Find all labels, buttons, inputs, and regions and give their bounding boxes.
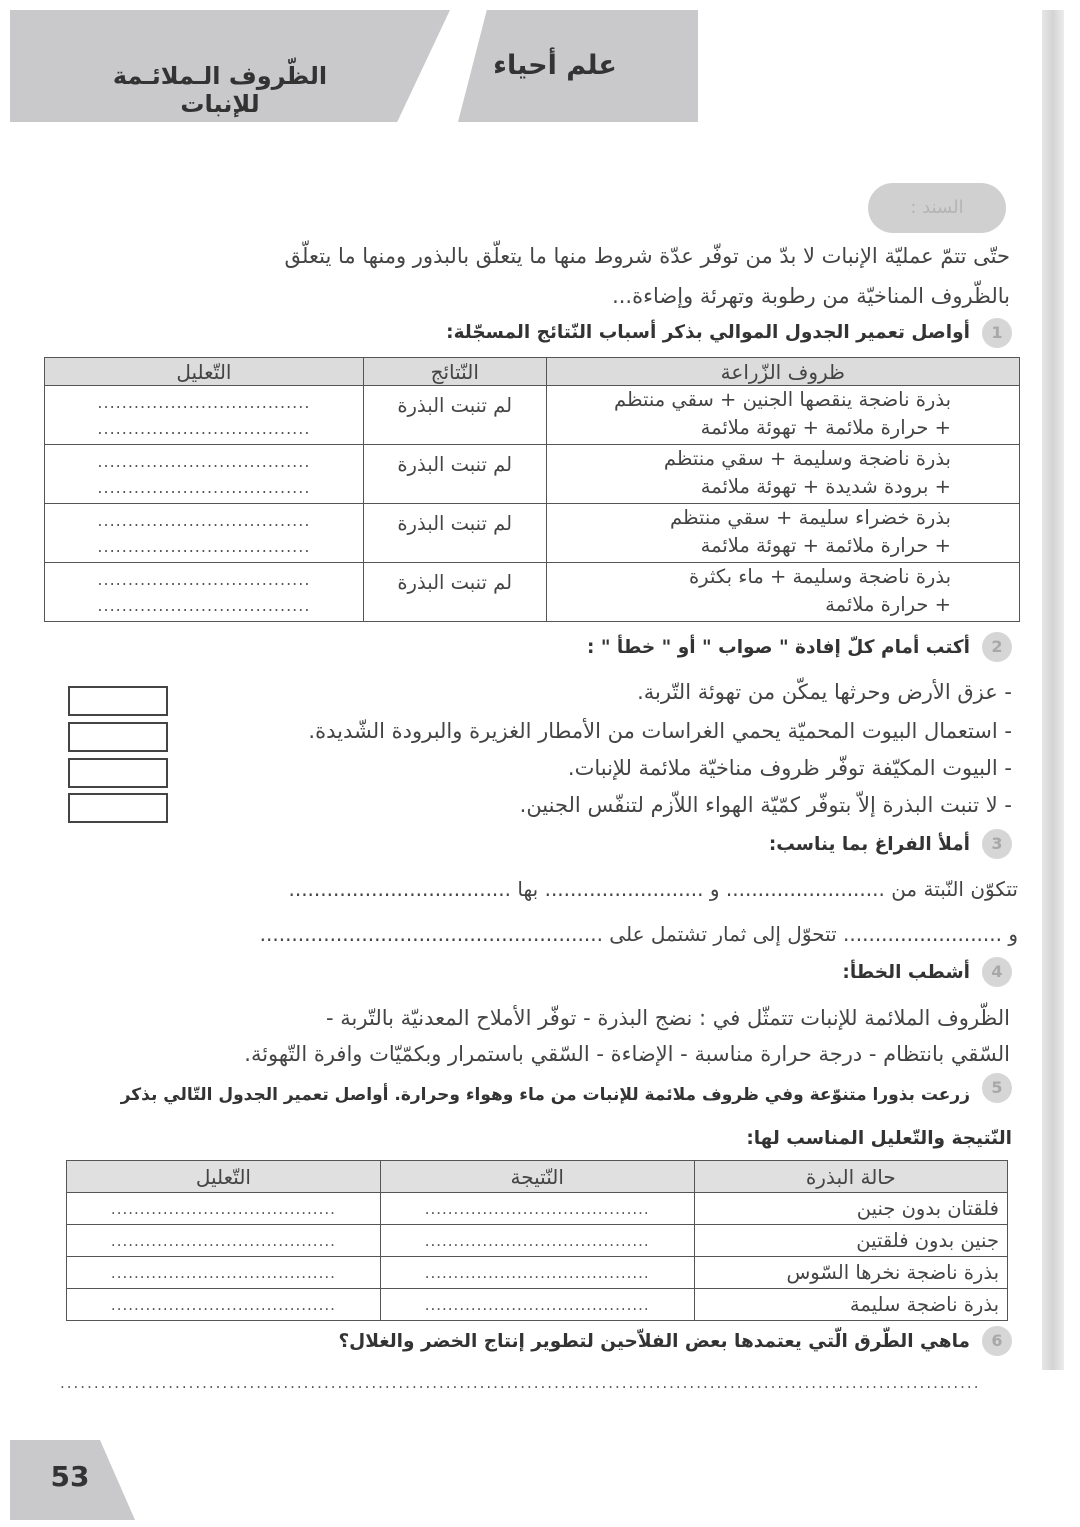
subject-label: علم أحياء [493,50,617,81]
answer-box-2[interactable] [68,722,168,752]
source-pill: السند : [868,183,1006,233]
result-answer-cell[interactable]: ....................................... [380,1193,694,1225]
question-number-1: 1 [982,318,1012,348]
table-row [67,1193,1008,1225]
header-seed-state: حالة البذرة [694,1161,1007,1193]
condition-cell [546,386,1019,445]
answer-dots: ................................... [97,452,311,471]
table-row [67,1289,1008,1321]
reason-answer-cell[interactable] [45,504,364,563]
result-answer-cell[interactable]: ....................................... [380,1257,694,1289]
question-number-5: 5 [982,1073,1012,1103]
answer-box-1[interactable] [68,686,168,716]
result-answer-cell[interactable]: ....................................... [380,1225,694,1257]
header-reason: التّعليل [67,1161,381,1193]
q1-instruction: أواصل تعمير الجدول الموالي بذكر أسباب النّتائج المسجّلة: [446,322,970,343]
statement-3: - البيوت المكيّفة توفّر ظروف مناخيّة ملائمة للإنبات. [567,756,1012,780]
question-number-4: 4 [982,957,1012,987]
result-cell: لم تنبت البذرة [363,563,546,622]
condition-line-2: + حرارة ملائمة [825,593,951,616]
header-conditions: ظروف الزّراعة [546,358,1019,386]
answer-dots: ................................... [97,537,311,556]
page-edge-strip [1042,10,1064,1370]
q5-instruction-line-1: زرعت بذورا متنوّعة وفي ظروف ملائمة للإنبات من ماء وهواء وحرارة. أواصل تعمير الجدول التّالي بذكر [120,1085,970,1105]
condition-line-1: بذرة ناضجة وسليمة + ماء بكثرة [688,565,951,588]
reason-answer-cell[interactable]: ....................................... [67,1257,381,1289]
condition-line-1: بذرة خضراء سليمة + سقي منتظم [670,506,951,529]
q5-instruction-line-2: النّتيجة والتّعليل المناسب لها: [746,1128,1012,1149]
question-number-2: 2 [982,632,1012,662]
table-row [45,445,1020,504]
result-cell: لم تنبت البذرة [363,445,546,504]
q3-instruction: أملأ الفراغ بما يناسب: [768,834,970,855]
table-header-row [45,358,1020,386]
answer-dots: ................................... [97,596,311,615]
condition-line-2: + برودة شديدة + تهوئة ملائمة [700,475,951,498]
seed-state-cell: بذرة ناضجة سليمة [694,1289,1007,1321]
fill-blank-line-1[interactable]: تتكوّن النّبتة من ......................... و ......................... بها ................................... [288,877,1018,901]
answer-box-4[interactable] [68,793,168,823]
condition-line-1: بذرة ناضجة ينقصها الجنين + سقي منتظم [613,388,951,411]
header-results: النّتائج [363,358,546,386]
strike-line-1[interactable]: الظّروف الملائمة للإنبات تتمثّل في : نضج البذرة - توفّر الأملاح المعدنيّة بالتّربة - [326,1006,1010,1030]
seed-state-table [66,1160,1008,1321]
reason-answer-cell[interactable] [45,563,364,622]
table-row [45,504,1020,563]
condition-cell [546,563,1019,622]
fill-blank-line-2[interactable]: و ......................... تتحوّل إلى ثمار تشتمل على ...................................................... [259,922,1018,946]
answer-dots: ................................... [97,511,311,530]
table-row [45,563,1020,622]
answer-dots: ................................... [97,419,311,438]
reason-answer-cell[interactable]: ....................................... [67,1193,381,1225]
question-number-3: 3 [982,829,1012,859]
reason-answer-cell[interactable]: ....................................... [67,1289,381,1321]
table-header-row [67,1161,1008,1193]
q2-instruction: أكتب أمام كلّ إفادة " صواب " أو " خطأ " : [587,637,970,658]
result-cell: لم تنبت البذرة [363,386,546,445]
statement-2: - استعمال البيوت المحميّة يحمي الغراسات من الأمطار الغزيرة والبرودة الشّديدة. [308,719,1012,743]
answer-dots: ................................... [97,393,311,412]
intro-line-1: حتّى تتمّ عمليّة الإنبات لا بدّ من توفّر عدّة شروط منها ما يتعلّق بالبذور ومنها ما يتعلّق [284,244,1010,268]
header-result: النّتيجة [380,1161,694,1193]
condition-line-2: + حرارة ملائمة + تهوئة ملائمة [700,416,951,439]
intro-line-2: بالظّروف المناخيّة من رطوبة وتهرئة وإضاءة... [612,284,1010,308]
q6-answer-line[interactable]: ........................................................................................................................................ [60,1374,981,1392]
seed-state-cell: بذرة ناضجة نخرها السّوس [694,1257,1007,1289]
answer-dots: ................................... [97,478,311,497]
condition-line-1: بذرة ناضجة وسليمة + سقي منتظم [663,447,951,470]
statement-1: - عزق الأرض وحرثها يمكّن من تهوئة التّربة. [637,680,1012,704]
page-number: 53 [50,1460,90,1493]
table-row [45,386,1020,445]
header-reasons: التّعليل [45,358,364,386]
answer-box-3[interactable] [68,758,168,788]
condition-line-2: + حرارة ملائمة + تهوئة ملائمة [700,534,951,557]
question-number-6: 6 [982,1326,1012,1356]
reason-answer-cell[interactable]: ....................................... [67,1225,381,1257]
reason-answer-cell[interactable] [45,445,364,504]
seed-state-cell: جنين بدون فلقتين [694,1225,1007,1257]
q6-question: ماهي الطّرق الّتي يعتمدها بعض الفلاّحين لتطوير إنتاج الخضر والغلال؟ [338,1331,970,1352]
table-row [67,1257,1008,1289]
reason-answer-cell[interactable] [45,386,364,445]
result-answer-cell[interactable]: ....................................... [380,1289,694,1321]
statement-4: - لا تنبت البذرة إلاّ بتوفّر كمّيّة الهواء اللاّزم لتنفّس الجنين. [519,793,1012,817]
table-row [67,1225,1008,1257]
condition-cell [546,504,1019,563]
q4-instruction: أشطب الخطأ: [842,962,970,983]
condition-cell [546,445,1019,504]
lesson-title: الظّروف الـملائـمة للإنبات [112,62,328,118]
germination-conditions-table [44,357,1020,622]
result-cell: لم تنبت البذرة [363,504,546,563]
answer-dots: ................................... [97,570,311,589]
seed-state-cell: فلقتان بدون جنين [694,1193,1007,1225]
strike-line-2[interactable]: السّقي بانتظام - درجة حرارة مناسبة - الإضاءة - السّقي باستمرار وبكمّيّات وافرة التّهوئة. [244,1042,1010,1066]
